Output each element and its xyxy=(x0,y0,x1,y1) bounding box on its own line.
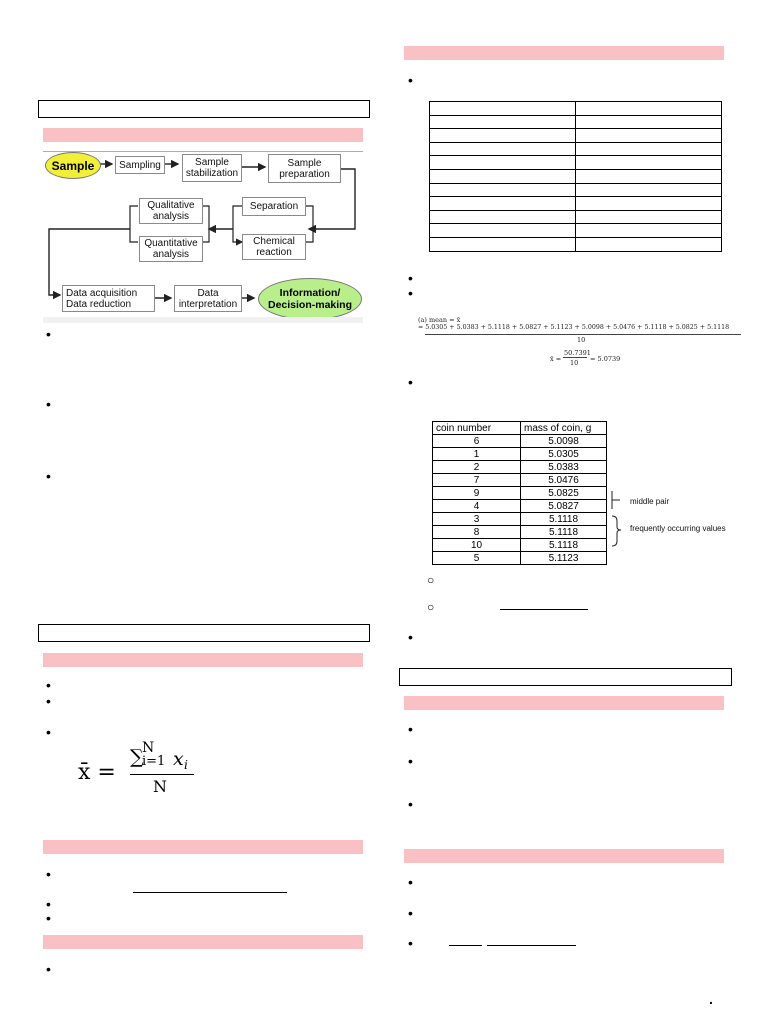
figure-bottom-shade xyxy=(43,317,363,323)
col-header-coin-number: coin number xyxy=(433,422,521,435)
table-row: 2 5.0383 xyxy=(433,461,607,474)
bullet-left-4: • xyxy=(46,677,51,693)
table-row: 6 5.0098 xyxy=(433,435,607,448)
formula-term: x xyxy=(173,748,184,770)
subheading-bar-4 xyxy=(43,935,363,949)
sample-preparation-box: Sample preparation xyxy=(268,154,341,183)
table-row xyxy=(430,224,722,238)
table-row xyxy=(430,102,722,116)
bullet-left-7: • xyxy=(46,866,51,882)
subheading-bar-6 xyxy=(404,696,724,710)
bullet-right-10: • xyxy=(408,905,413,921)
bullet-left-3: • xyxy=(46,468,51,484)
bullet-right-7: • xyxy=(408,753,413,769)
mean-calc-xbar: x̄ = xyxy=(550,355,562,363)
sampling-box: Sampling xyxy=(115,156,165,174)
bullet-left-2: • xyxy=(46,396,51,412)
information-oval: Information/ Decision-making xyxy=(258,278,362,320)
sample-stabilization-box: Sample stabilization xyxy=(182,154,242,182)
mean-formula xyxy=(76,740,206,800)
table-row xyxy=(430,197,722,211)
table-row xyxy=(430,210,722,224)
sample-oval: Sample xyxy=(45,152,101,179)
bullet-right-11: • xyxy=(408,935,413,951)
table-row xyxy=(430,183,722,197)
mean-calc-line2: = 5.0305 + 5.0383 + 5.1118 + 5.0827 + 5.1123 + 5.0098 + 5.0476 + 5.1118 + 5.0825 + 5.1118 xyxy=(418,324,730,331)
data-acquisition-box: Data acquisition Data reduction xyxy=(62,285,155,312)
bullet-left-10: • xyxy=(46,961,51,977)
mean-calc-num: 50.7391 xyxy=(564,349,591,357)
fill-blank-line-3 xyxy=(449,945,482,946)
table-row: 3 5.1118 xyxy=(433,513,607,526)
formula-upper-limit: N xyxy=(142,740,155,756)
table-row: 4 5.0827 xyxy=(433,500,607,513)
bullet-left-8: • xyxy=(46,896,51,912)
bullet-left-1: • xyxy=(46,326,51,342)
table-row: 1 5.0305 xyxy=(433,448,607,461)
formula-denominator: N xyxy=(153,777,167,796)
heading-box-2 xyxy=(38,624,370,642)
table-row: 10 5.1118 xyxy=(433,539,607,552)
formula-term-sub: i xyxy=(184,758,188,772)
table-row xyxy=(430,156,722,170)
annotation-middle-pair: middle pair xyxy=(630,497,670,506)
bullet-left-6: • xyxy=(46,724,51,740)
table-row xyxy=(430,115,722,129)
page-mark: . xyxy=(709,991,713,1007)
mean-calc-line1: (a) mean = x̄ xyxy=(418,316,461,324)
table-row: 8 5.1118 xyxy=(433,526,607,539)
subheading-bar-3 xyxy=(43,840,363,854)
fill-blank-line-2 xyxy=(500,609,588,610)
table-row xyxy=(430,129,722,143)
subheading-bar-5 xyxy=(404,46,724,60)
quantitative-analysis-box: Quantitative analysis xyxy=(139,236,203,262)
fill-blank-line-4 xyxy=(487,945,576,946)
table-row xyxy=(430,169,722,183)
bullet-right-9: • xyxy=(408,874,413,890)
sub-bullet-1: ○ xyxy=(427,573,435,587)
data-interpretation-box: Data interpretation xyxy=(174,285,242,312)
table-row: 5 5.1123 xyxy=(433,552,607,565)
bullet-right-6: • xyxy=(408,721,413,737)
mean-calc-denominator: 10 xyxy=(577,336,586,344)
mean-calc-result: = 5.0739 xyxy=(590,355,621,363)
formula-sum-symbol: ∑ xyxy=(130,746,144,768)
subheading-bar-1 xyxy=(43,128,363,142)
subheading-bar-7 xyxy=(404,849,724,863)
bullet-right-8: • xyxy=(408,796,413,812)
formula-lower-limit: i=1 xyxy=(142,754,166,769)
bullet-right-4: • xyxy=(408,374,413,390)
bullet-right-1: • xyxy=(408,72,413,88)
chemical-reaction-box: Chemical reaction xyxy=(242,234,306,260)
annotation-frequent-values: frequently occurring values xyxy=(630,524,726,533)
mean-calc-bar2 xyxy=(563,357,587,358)
bullet-right-2: • xyxy=(408,270,413,286)
bullet-left-9: • xyxy=(46,910,51,926)
table-row: 9 5.0825 xyxy=(433,487,607,500)
table-row xyxy=(430,142,722,156)
analytical-process-flowchart xyxy=(43,151,363,323)
bullet-right-5: • xyxy=(408,629,413,645)
qualitative-analysis-box: Qualitative analysis xyxy=(139,198,203,224)
table-row: 7 5.0476 xyxy=(433,474,607,487)
coin-mass-table xyxy=(432,421,607,565)
bullet-left-5: • xyxy=(46,693,51,709)
sub-bullet-2: ○ xyxy=(427,600,435,614)
heading-box-1 xyxy=(38,100,370,118)
table-row xyxy=(430,237,722,251)
heading-box-3 xyxy=(399,668,732,686)
mean-calc-bar xyxy=(425,334,741,335)
mean-calc-den: 10 xyxy=(570,359,579,367)
fill-blank-line-1 xyxy=(133,892,287,893)
blank-data-table xyxy=(429,101,722,252)
table-header-row xyxy=(433,422,607,435)
coin-table-braces xyxy=(608,489,628,549)
col-header-mass: mass of coin, g xyxy=(521,422,607,435)
bullet-right-3: • xyxy=(408,285,413,301)
subheading-bar-2 xyxy=(43,653,363,667)
separation-box: Separation xyxy=(242,197,306,216)
formula-lhs: x̄ = xyxy=(78,760,116,785)
formula-fraction-bar xyxy=(130,774,194,775)
